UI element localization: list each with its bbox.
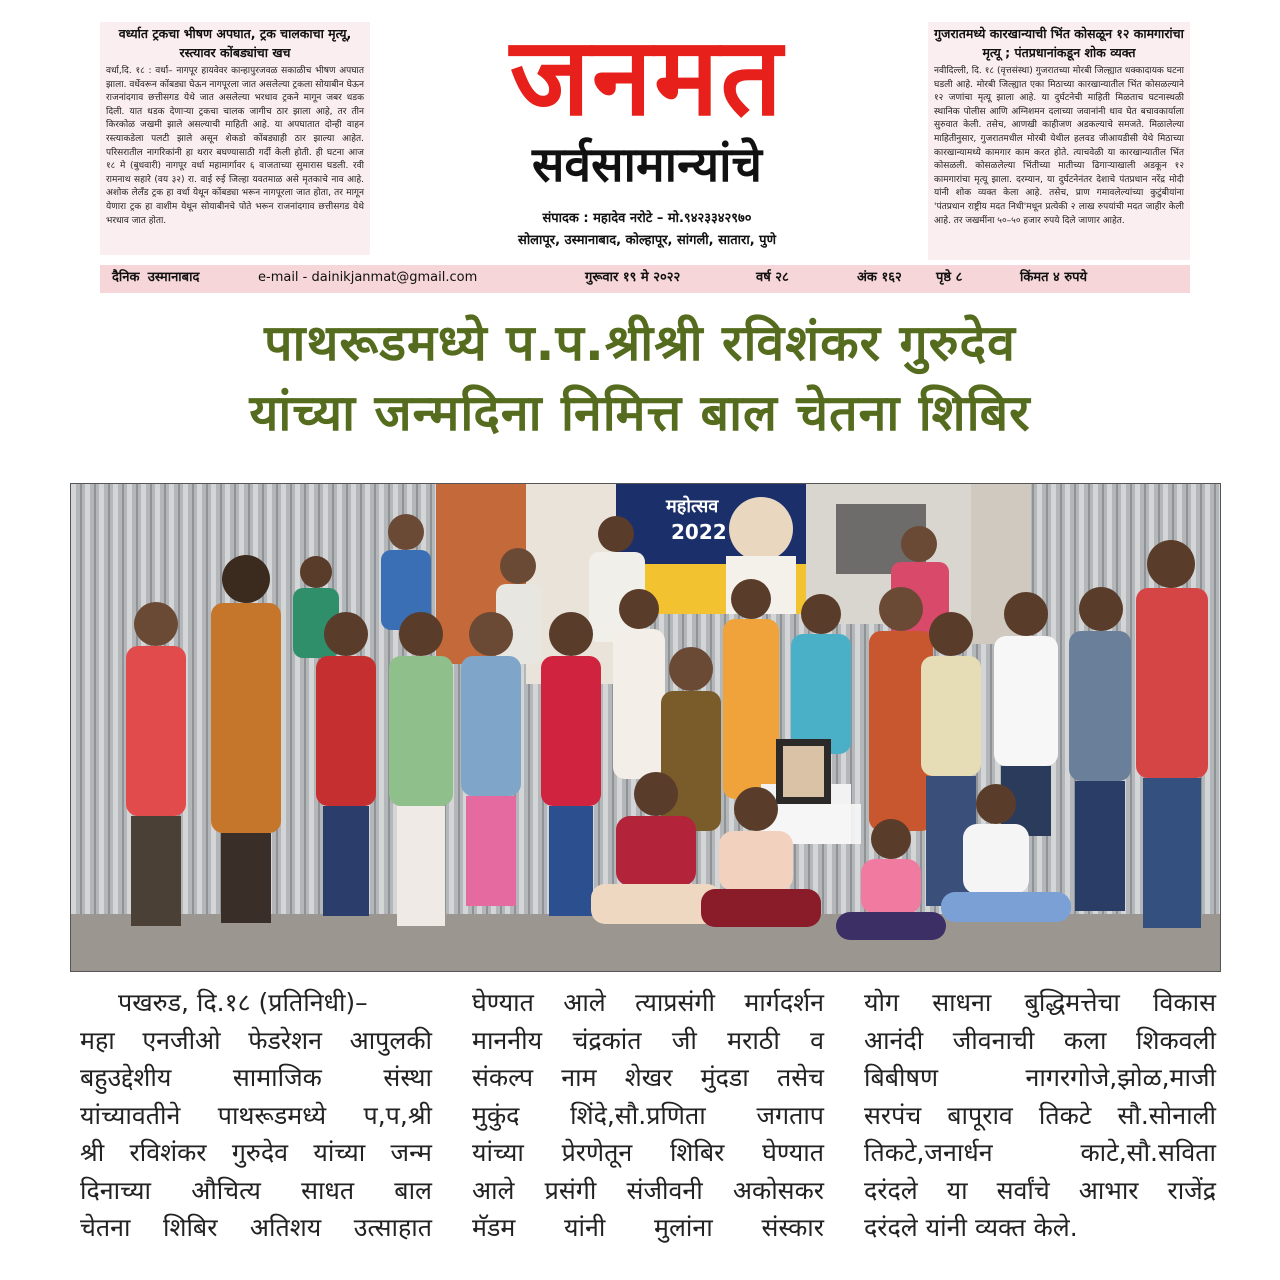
info-price: किंमत ४ रुपये [1020,270,1088,285]
cities-line: सोलापूर, उस्मानाबाद, कोल्हापूर, सांगली, सातारा, पुणे [518,233,776,248]
headline-line-1: पाथरूडमध्ये प.प.श्रीश्री रविशंकर गुरुदेव [264,314,1016,372]
article-column-1 [80,984,432,1247]
info-year: वर्ष २८ [756,270,789,285]
editor-line: संपादक : महादेव नरोटे – मो.९४२३३४२९७० [542,211,752,226]
info-daily: दैनिक उस्मानाबाद [112,270,200,285]
left-news-box [100,22,370,255]
col3-line-1: योग साधना बुद्धिमत्तेचा विकास [864,988,1216,1017]
left-news-title: वर्ध्यात ट्रकचा भीषण अपघात, ट्रक चालकाचा मृत्यू, रस्त्यावर कोंबड्यांचा खच [118,26,352,60]
col1-line-7: चेतना शिबिर अतिशय उत्साहात [80,1213,432,1242]
col3-line-7: दरंदले यांनी व्यक्त केले. [864,1213,1078,1242]
right-news-body: नवीदिल्ली, दि. १८ (वृत्तसंस्था) गुजरातच्या मोरबी जिल्ह्यात धक्कादायक घटना घडली आहे. मोरबी जिल्ह्यात एका मिठाच्या कारखान्यातील भिंत कोसळल्याने १२ जणांचा मृत्यू झाला आहे. या दुर्घटनेची माहिती मिळताच घटनास्थळी स्थानिक पोलीस आणि अग्निशमन दलाच्या जवानांनी धाव घेत बचावकार्याला सुरुवात केली. तसेच, आणखी काहीजण अडकल्याचे समजते. मिळालेल्या माहितीनुसार, गुजरातमधील मोरबी येथील हलवड जीआयडीसी येथे मिठाच्या कारखान्यामध्ये कामगार काम करत होते. त्याचवेळी या कारखान्यातील भिंत कोसळली. कोसळलेल्या भिंतीच्या मातीच्या ढिगाऱ्याखाली अडकून १२ कामगारांचा मृत्यू झाला. दरम्यान, या दुर्घटनेनंतर देशाचे पंतप्रधान नरेंद्र मोदी यांनी शोक व्यक्त केला आहे. तसेच, प्राण गमावलेल्यांच्या कुटुंबीयांना 'पंतप्रधान राष्ट्रीय मदत निधी'मधून प्रत्येकी २ लाख रुपयांची मदत जाहीर केली आहे. तर जखमींना ५०–५० हजार रुपये दिले जाणार आहेत. [934,66,1184,226]
newspaper-name: जनमत [509,15,785,140]
col3-line-5: तिकटे,जनार्धन काटे,सौ.सविता [864,1138,1216,1167]
col3-line-2: आनंदी जीवनाची कला शिकवली [864,1025,1216,1055]
col2-line-2: माननीय चंद्रकांत जी मराठी व [472,1025,824,1055]
group-photo [70,483,1221,972]
banner-title: महोत्सव [666,496,719,517]
col1-line-5: श्री रविशंकर गुरुदेव यांच्या जन्म [80,1138,432,1167]
right-news-title: गुजरातमध्ये कारखान्याची भिंत कोसळून १२ कामगारांचा मृत्यू ; पंतप्रधानांकडून शोक व्यक्त [934,26,1184,60]
col2-line-5: यांच्या प्रेरणेतून शिबिर घेण्यात [472,1138,824,1167]
article-column-3 [864,984,1216,1247]
col1-line-4: यांच्यावतीने पाथरूडमध्ये प,प,श्री [80,1100,432,1130]
col2-line-6: आले प्रसंगी संजीवनी अकोसकर [472,1175,824,1205]
col1-line-3: बहुउद्देशीय सामाजिक संस्था [80,1063,432,1092]
info-issue: अंक १६२ [857,270,902,285]
col2-line-4: मुकुंद शिंदे,सौ.प्रणिता जगताप [472,1100,824,1130]
group-photo-illustration [71,484,1221,972]
masthead [372,15,922,258]
article-column-2 [472,984,824,1247]
info-pages: पृष्ठे ८ [936,270,963,285]
col2-line-1: घेण्यात आले त्याप्रसंगी मार्गदर्शन [472,988,824,1017]
left-news-body: वर्धा,दि. १८ : वर्धा– नागपूर हायवेवर कान्हापुरजवळ सकाळीच भीषण अपघात झाला. वर्धेवरून कोंबड्या घेऊन नागपूरला जात असलेल्या ट्रकला सोयाबीन घेऊन राजनांदगाव छत्तीसगड येथे जात असलेल्या भरधाव ट्रकने मागून जबर धडक दिली. यात धडक देणाऱ्या ट्रकचा चालक जागीच ठार झाला आहे, तर तीन किरकोळ जखमी झाले असल्याची माहिती आहे. या अपघातात दोन्ही वाहन रस्त्याकडेला पलटी झाले असून शेकडो कोंबड्याही ठार झाल्या आहेत. परिसरातील नागरिकांनी हा थरार बघण्यासाठी गर्दी केली होती. ही घटना आज १८ मे (बुधवारी) नागपूर वर्धा महामार्गावर ६ वाजताच्या सुमारास घडली. रवी रामनाथ सहारे (वय ३२) रा. वाई रुई जिल्हा यवतमाळ असे मृतकाचे नाव आहे. अशोक लेलँड ट्रक हा वर्धा येथून कोंबड्या भरून नागपूरला जात होता, तर मागून येणारा ट्रक हा वाशीम येथून सोयाबीनचे पोते भरून राजनांदगाव छत्तीसगड येथे भरधाव जात होता. [106,66,364,226]
col1-line-6: दिनाच्या औचित्य साधत बाल [80,1175,432,1205]
col3-line-3: बिबीषण नागरगोजे,झोळ,माजी [864,1063,1216,1092]
col3-line-6: दरंदले या सर्वांचे आभार राजेंद्र [864,1175,1216,1205]
col2-line-3: संकल्प नाम शेखर मुंदडा तसेच [472,1063,824,1092]
newspaper-tagline: सर्वसामान्यांचे [531,137,763,193]
col1-line-2: महा एनजीओ फेडरेशन आपुलकी [80,1025,432,1055]
right-news-box [928,22,1190,260]
info-edition: उस्मानाबाद [147,270,200,285]
headline-line-2: यांच्या जन्मदिना निमित्त बाल चेतना शिबिर [249,384,1031,442]
info-bar [100,265,1190,293]
info-email: e-mail - dainikjanmat@gmail.com [258,270,478,285]
banner-year: 2022 [671,520,727,544]
col2-line-7: मॅडम यांनी मुलांना संस्कार [472,1213,824,1242]
info-date: गुरूवार १९ मे २०२२ [585,270,681,285]
col1-line-1: पखरुड, दि.१८ (प्रतिनिधी)– [118,988,368,1017]
headline [40,308,1240,468]
col3-line-4: सरपंच बापूराव तिकटे सौ.सोनाली [864,1100,1216,1130]
